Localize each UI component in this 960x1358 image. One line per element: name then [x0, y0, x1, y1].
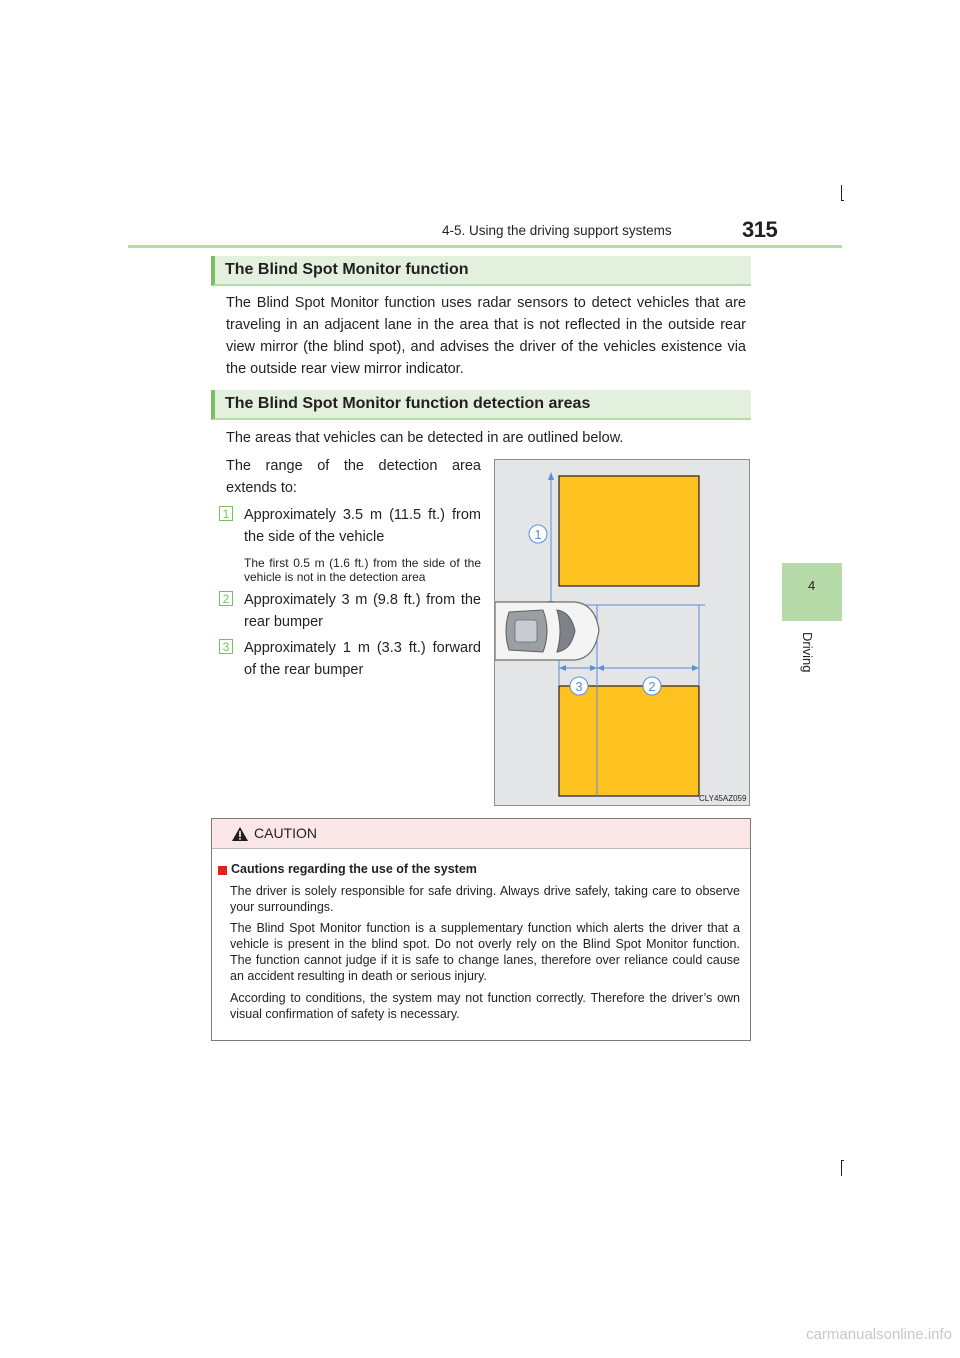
- caution-box: [211, 818, 751, 1041]
- watermark: carmanualsonline.info: [806, 1326, 952, 1343]
- callout-3-icon: [570, 677, 588, 695]
- caution-header: [212, 819, 750, 849]
- caution-paragraph-1: The driver is solely responsible for safe driving. Always drive safely, taking care to observe your surroundings.: [230, 884, 740, 914]
- front-side-zone: [559, 476, 699, 586]
- item-text-3: Approximately 1 m (3.3 ft.) forward of the rear bumper: [244, 640, 481, 678]
- header-rule: [128, 245, 842, 248]
- section-intro-2: The areas that vehicles can be detected in are outlined below.: [226, 430, 624, 446]
- section-body-1: The Blind Spot Monitor function uses radar sensors to detect vehicles that are traveling in an adjacent lane in the area that is not reflected in the outside rear view mirror (the blind spot), and advises the driver of the vehicles existence via the outside rear view mirror indicator.: [226, 295, 746, 377]
- crop-mark-bottom-h: [841, 1160, 844, 1161]
- item-number-1: 1: [219, 506, 233, 521]
- detection-area-figure: [494, 459, 750, 806]
- detection-diagram: [495, 460, 749, 805]
- svg-text:2: 2: [648, 679, 656, 694]
- section-title-2: The Blind Spot Monitor function detection areas: [225, 395, 591, 412]
- item-note-1: The first 0.5 m (1.6 ft.) from the side of the vehicle is not in the detection area: [244, 556, 481, 584]
- section-heading-2: [211, 390, 751, 420]
- section-heading-1: [211, 256, 751, 286]
- item-number-2: 2: [219, 591, 233, 606]
- caution-paragraph-3: According to conditions, the system may not function correctly. Therefore the driver’s own visual confirmation of safety is necessary.: [230, 991, 740, 1021]
- crop-mark-top: [841, 185, 842, 201]
- rear-zone: [559, 686, 699, 796]
- section-title-1: The Blind Spot Monitor function: [225, 261, 469, 278]
- crop-mark-top-h: [841, 200, 844, 201]
- range-intro: The range of the detection area extends to:: [226, 458, 481, 496]
- item-text-1: Approximately 3.5 m (11.5 ft.) from the side of the vehicle: [244, 507, 481, 545]
- car-top-view-icon: [495, 602, 599, 660]
- caution-bullet-icon: [218, 866, 227, 875]
- caution-paragraph-2: The Blind Spot Monitor function is a supplementary function which alerts the driver that a vehicle is present in the blind spot. Do not overly rely on the Blind Spot Monitor function. The function cannot judge if it is safe to change lanes, therefore over reliance could cause an accident resulting in death or serious injury.: [230, 921, 740, 983]
- svg-text:3: 3: [575, 679, 583, 694]
- figure-code: CLY45AZ059: [699, 794, 747, 803]
- page-number: 315: [742, 217, 778, 242]
- chapter-label: Driving: [800, 632, 815, 673]
- caution-title: CAUTION: [254, 825, 317, 841]
- chapter-number: 4: [808, 578, 816, 593]
- running-header: 4-5. Using the driving support systems: [442, 223, 672, 238]
- caution-subtitle: Cautions regarding the use of the system: [231, 862, 477, 876]
- item-text-2: Approximately 3 m (9.8 ft.) from the rear bumper: [244, 592, 481, 630]
- warning-triangle-icon: [231, 826, 249, 842]
- callout-1-icon: [529, 525, 547, 543]
- crop-mark-bottom: [841, 1160, 842, 1176]
- item-number-3: 3: [219, 639, 233, 654]
- svg-text:1: 1: [534, 527, 542, 542]
- callout-2-icon: [643, 677, 661, 695]
